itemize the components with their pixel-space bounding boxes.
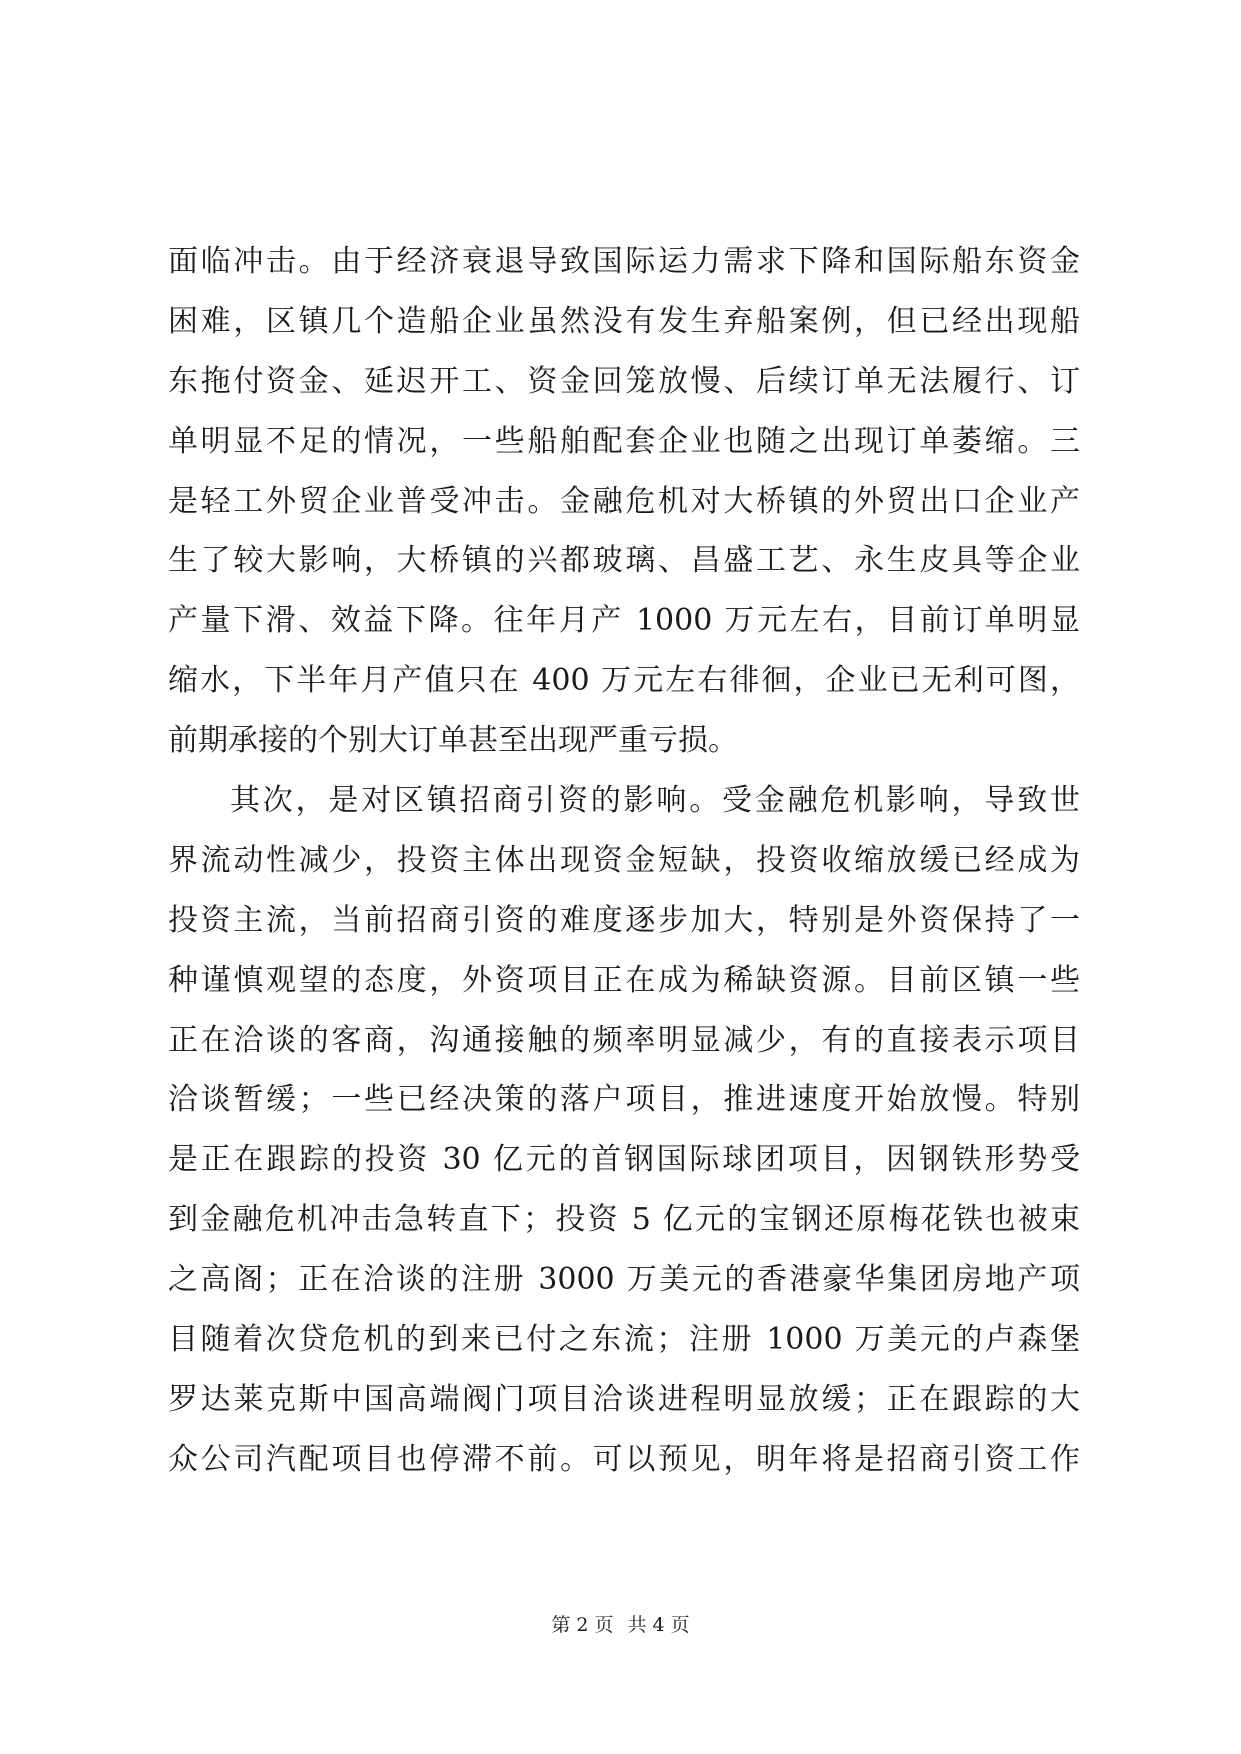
text-line: 之高阁；正在洽谈的注册 3000 万美元的香港豪华集团房地产项 [168, 1262, 1080, 1298]
text-line: 罗达莱克斯中国高端阀门项目洽谈进程明显放缓；正在跟踪的大 [168, 1381, 1080, 1417]
text-line: 种谨慎观望的态度，外资项目正在成为稀缺资源。目前区镇一些 [168, 962, 1080, 998]
body-text [168, 232, 1080, 1490]
paragraph [168, 232, 1080, 771]
text-line: 前期承接的个别大订单甚至出现严重亏损。 [168, 723, 738, 759]
text-line: 面临冲击。由于经济衰退导致国际运力需求下降和国际船东资金 [168, 244, 1080, 279]
text-line: 投资主流，当前招商引资的难度逐步加大，特别是外资保持了一 [168, 902, 1080, 938]
paragraph [168, 771, 1080, 1490]
text-line: 困难，区镇几个造船企业虽然没有发生弃船案例，但已经出现船 [168, 303, 1080, 339]
text-line: 东拖付资金、延迟开工、资金回笼放慢、后续订单无法履行、订 [168, 363, 1080, 399]
text-line: 洽谈暂缓；一些已经决策的落户项目，推进速度开始放慢。特别 [168, 1082, 1080, 1118]
text-line: 单明显不足的情况，一些船舶配套企业也随之出现订单萎缩。三 [168, 423, 1080, 459]
text-line: 产量下滑、效益下降。往年月产 1000 万元左右，目前订单明显 [168, 603, 1080, 639]
text-line: 到金融危机冲击急转直下；投资 5 亿元的宝钢还原梅花铁也被束 [168, 1202, 1080, 1238]
text-line: 众公司汽配项目也停滞不前。可以预见，明年将是招商引资工作 [168, 1441, 1080, 1477]
text-line: 其次，是对区镇招商引资的影响。受金融危机影响，导致世 [230, 783, 1080, 819]
text-line: 是轻工外贸企业普受冲击。金融危机对大桥镇的外贸出口企业产 [168, 483, 1080, 519]
text-line: 目随着次贷危机的到来已付之东流；注册 1000 万美元的卢森堡 [168, 1322, 1080, 1358]
text-line: 界流动性减少，投资主体出现资金短缺，投资收缩放缓已经成为 [168, 842, 1080, 878]
page-total: 共 4 页 [627, 1614, 690, 1636]
text-line: 正在洽谈的客商，沟通接触的频率明显减少，有的直接表示项目 [168, 1022, 1080, 1058]
page-number: 第 2 页 [551, 1614, 614, 1636]
text-line: 是正在跟踪的投资 30 亿元的首钢国际球团项目，因钢铁形势受 [168, 1142, 1080, 1178]
text-line: 生了较大影响，大桥镇的兴都玻璃、昌盛工艺、永生皮具等企业 [168, 543, 1080, 579]
page-footer [0, 1613, 1241, 1637]
text-line: 缩水，下半年月产值只在 400 万元左右徘徊，企业已无利可图， [168, 663, 1080, 699]
